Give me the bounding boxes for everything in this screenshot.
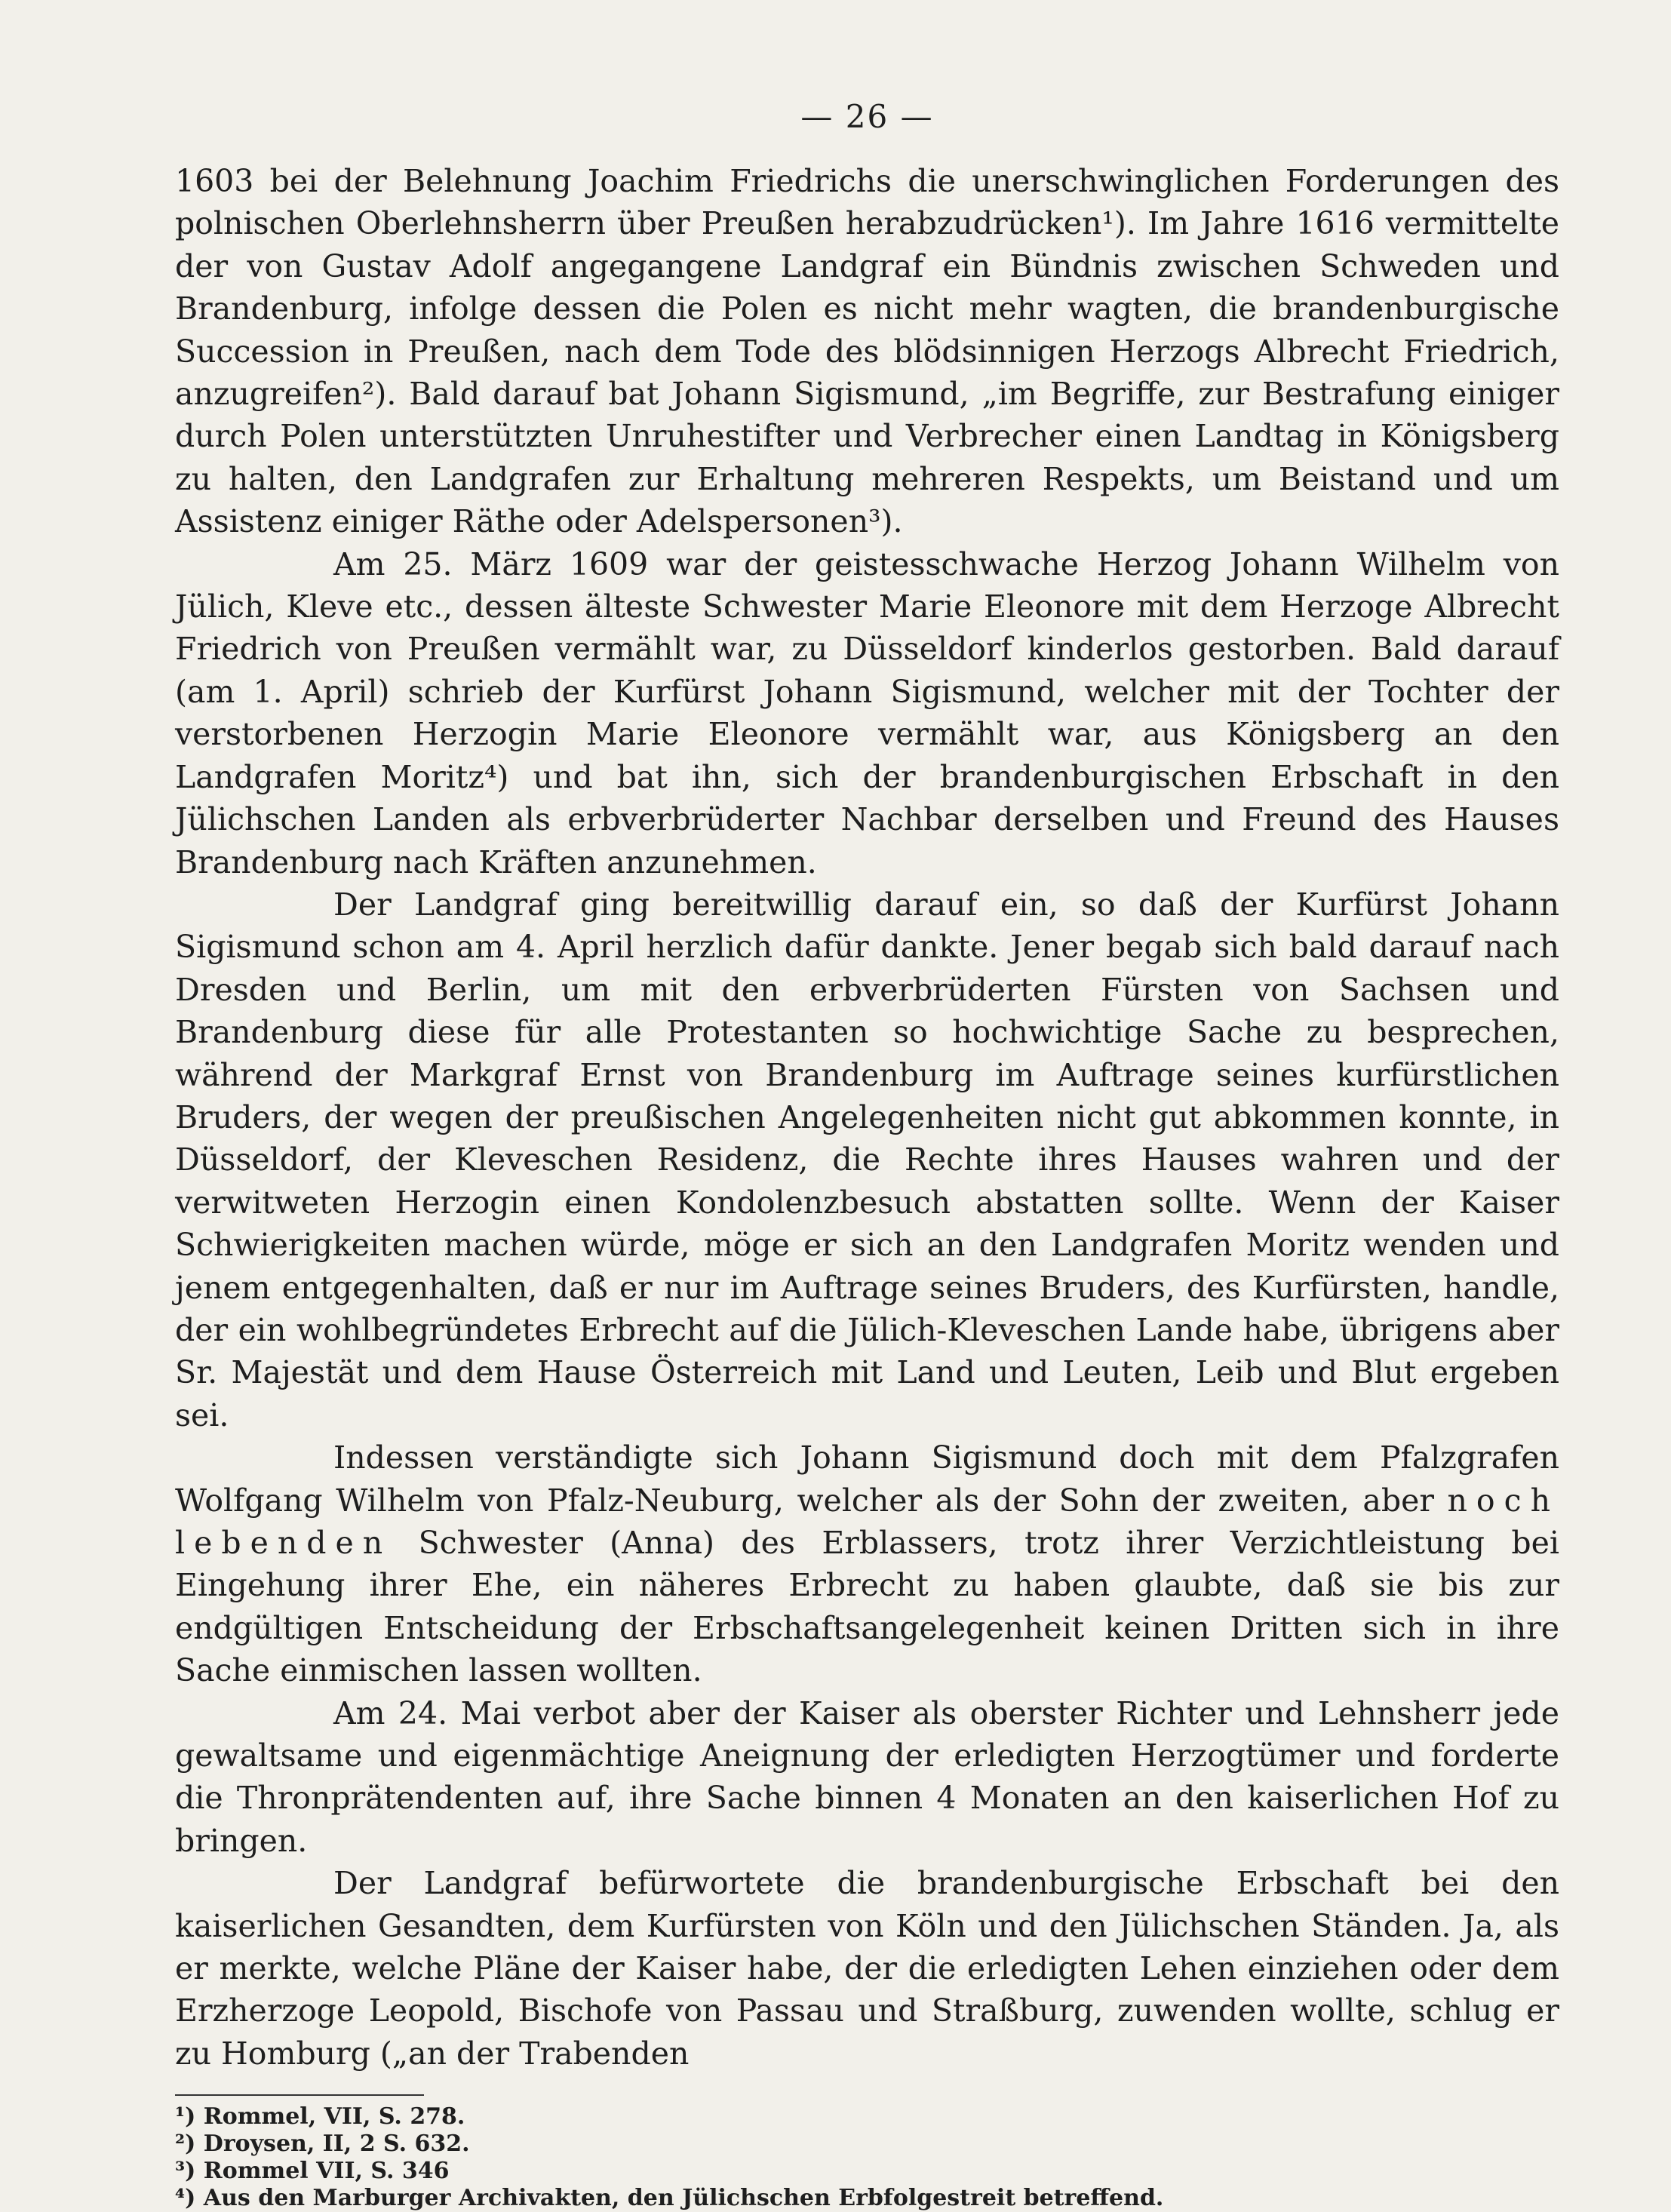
footnote-4-mark: ⁴) xyxy=(175,2185,196,2212)
footnotes xyxy=(175,2103,1559,2212)
paragraph-5: Am 24. Mai verbot aber der Kaiser als oberster Richter und Lehnsherr jede gewaltsame und eigenmächtige Aneignung der erledigten Herzogtümer und forderte die Thronprätendenten auf, ihre Sache binnen 4 Monaten an den kaiserlichen Hof zu bringen. xyxy=(175,1694,1559,1859)
footnote-1 xyxy=(175,2103,1559,2131)
paragraph-6: Der Landgraf befürwortete die brandenburgische Erbschaft bei den kaiserlichen Gesandten, dem Kurfürsten von Köln und den Jülichschen Ständen. Ja, als er merkte, welche Pläne der Kaiser habe, der die erledigten Lehen einziehen oder dem Erzherzoge Leopold, Bischofe von Passau und Straßburg, zuwenden wollte, schlug er zu Homburg („an der Trabenden xyxy=(175,1865,1559,2072)
footnote-3-mark: ³) xyxy=(175,2158,196,2185)
footnote-3 xyxy=(175,2158,1559,2185)
footnote-1-mark: ¹) xyxy=(175,2103,196,2131)
spaced-emphasis: noch lebenden xyxy=(175,1482,1559,1561)
footnote-2 xyxy=(175,2131,1559,2158)
document-page xyxy=(175,98,1559,2212)
footnote-3-text: Rommel VII, S. 346 xyxy=(203,2158,450,2185)
paragraph-4-part-1: Indessen verständigte sich Johann Sigismund doch mit dem Pfalzgrafen Wolfgang Wilhelm von Pfalz-Neuburg, welcher als der Sohn der zweiten, aber xyxy=(175,1439,1559,1519)
page-number: — 26 — xyxy=(800,98,934,135)
paragraph-4 xyxy=(175,1436,1559,1691)
footnote-2-text: Droysen, II, 2 S. 632. xyxy=(203,2131,470,2158)
paragraph-4-part-2: Schwester (Anna) des Erblassers, trotz ihrer Verzichtleistung bei Eingehung ihrer Ehe, ein näheres Erbrecht zu haben glaubte, daß sie bis zur endgültigen Entscheidung der Erbschaftsangelegenheit keinen Dritten sich in ihre Sache einmischen lassen wollten. xyxy=(175,1525,1559,1689)
paragraph-1: 1603 bei der Belehnung Joachim Friedrichs die unerschwinglichen Forderungen des polnischen Oberlehnsherrn über Preußen herabzudrücken¹). Im Jahre 1616 vermittelte der von Gustav Adolf angegangene Landgraf ein Bündnis zwischen Schweden und Brandenburg, infolge dessen die Polen es nicht mehr wagten, die brandenburgische Succession in Preußen, nach dem Tode des blödsinnigen Herzogs Albrecht Friedrich, anzugreifen²). Bald darauf bat Johann Sigismund, „im Begriffe, zur Bestrafung einiger durch Polen unterstützten Unruhestifter und Verbrecher einen Landtag in Königsberg zu halten, den Landgrafen zur Erhaltung mehreren Respekts, um Beistand und um Assistenz einiger Räthe oder Adelspersonen³). xyxy=(175,163,1559,540)
footnote-4 xyxy=(175,2185,1559,2212)
footnote-4-text: Aus den Marburger Archivakten, den Jülichschen Erbfolgestreit betreffend. xyxy=(203,2185,1164,2212)
paragraph-3: Der Landgraf ging bereitwillig darauf ein, so daß der Kurfürst Johann Sigismund schon am 4. April herzlich dafür dankte. Jener begab sich bald darauf nach Dresden und Berlin, um mit den erbverbrüderten Fürsten von Sachsen und Brandenburg diese für alle Protestanten so hochwichtige Sache zu besprechen, während der Markgraf Ernst von Brandenburg im Auftrage seines kurfürstlichen Bruders, der wegen der preußischen Angelegenheiten nicht gut abkommen konnte, in Düsseldorf, der Kleveschen Residenz, die Rechte ihres Hauses wahren und der verwitweten Herzogin einen Kondolenzbesuch abstatten sollte. Wenn der Kaiser Schwierigkeiten machen würde, möge er sich an den Landgrafen Moritz wenden und jenem entgegenhalten, daß er nur im Auftrage seines Bruders, des Kurfürsten, handle, der ein wohlbegründetes Erbrecht auf die Jülich-Kleveschen Lande habe, übrigens aber Sr. Majestät und dem Hause Österreich mit Land und Leuten, Leib und Blut ergeben sei. xyxy=(175,886,1559,1433)
footnote-2-mark: ²) xyxy=(175,2131,196,2158)
footnote-divider xyxy=(175,2094,424,2096)
body-text xyxy=(175,160,1559,2075)
footnote-1-text: Rommel, VII, S. 278. xyxy=(203,2103,465,2131)
paragraph-2: Am 25. März 1609 war der geistesschwache Herzog Johann Wilhelm von Jülich, Kleve etc., dessen älteste Schwester Marie Eleonore mit dem Herzoge Albrecht Friedrich von Preußen vermählt war, zu Düsseldorf kinderlos gestorben. Bald darauf (am 1. April) schrieb der Kurfürst Johann Sigismund, welcher mit der Tochter der verstorbenen Herzogin Marie Eleonore vermählt war, aus Königsberg an den Landgrafen Moritz⁴) und bat ihn, sich der brandenburgischen Erbschaft in den Jülichschen Landen als erbverbrüderter Nachbar derselben und Freund des Hauses Brandenburg nach Kräften anzunehmen. xyxy=(175,545,1559,880)
